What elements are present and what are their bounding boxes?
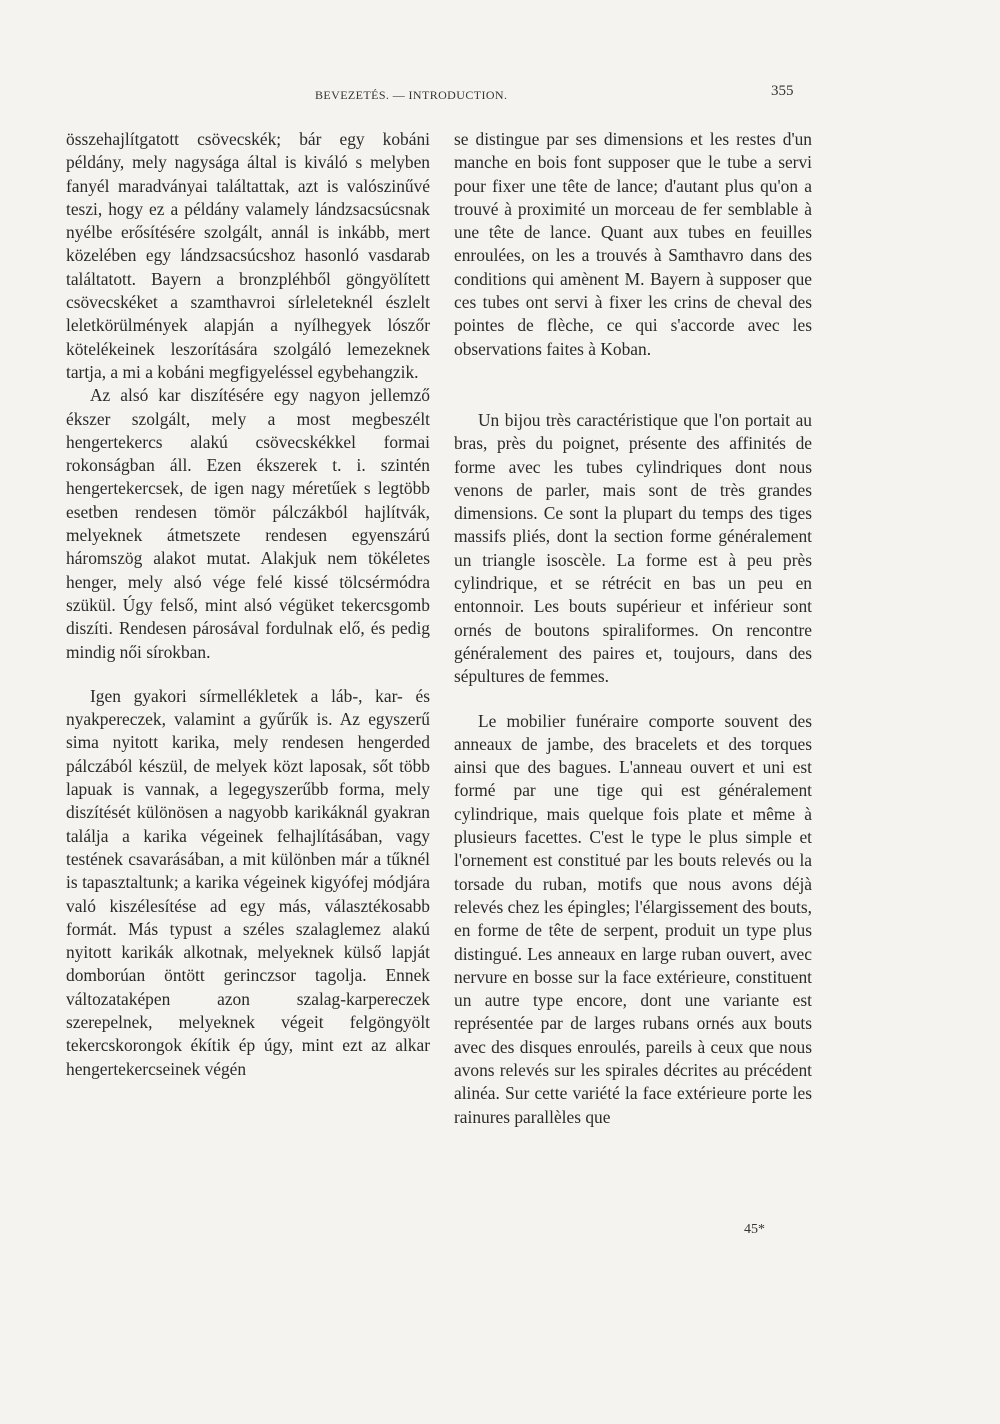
running-head: BEVEZETÉS. — INTRODUCTION.	[315, 88, 508, 102]
right-paragraph-2: Un bijou très caractéristique que l'on portait au bras, près du poignet, présente des affinités de forme avec les tubes cylindriques dont nous venons de parler, mais sont de très grandes dimensions. Ce sont la plupart du temps des tiges massifs pliés, dont la section forme généralement un triangle isoscèle. La forme est à peu près cylindrique, et se rétrécit en bas un peu en entonnoir. Les bouts supérieur et inférieur sont ornés de boutons spiraliformes. On rencontre généralement des paires et, toujours, dans des sépultures de femmes.	[454, 409, 812, 687]
left-column-hungarian	[66, 128, 430, 1081]
right-paragraph-1: se distingue par ses dimensions et les restes d'un manche en bois font supposer que le tube a servi pour fixer une tête de lance; d'autant plus qu'on a trouvé à proximité un morceau de fer semblable à une tête de lance. Quant aux tubes en feuilles enroulées, on les a trouvés à Samthavro dans des conditions qui amènent M. Bayern à supposer que ces tubes ont servi à fixer les crins de cheval des pointes de flèche, ce qui s'accorde avec les observations faites à Koban.	[454, 129, 812, 359]
left-paragraph-2: Az alsó kar diszítésére egy nagyon jellemző ékszer szolgált, mely a most megbeszélt hengertekercs alakú csövecskékkel formai rokonságban áll. Ezen ékszerek t. i. szintén hengertekercsek, de igen nagy méretűek s legtöbb esetben rendesen tömör pálczákból hajlítvák, melyeknek átmetszete rendesen egyenszárú háromszög alakot mutat. Alakjuk nem tökéletes henger, mely alsó vége felé kissé tölcsérmódra szükül. Úgy felső, mint alsó végüket tekercsgomb diszíti. Rendesen párosával fordulnak elő, és pedig mindig női sírokban.	[66, 385, 430, 662]
left-paragraph-1: összehajlítgatott csövecskék; bár egy kobáni példány, mely nagysága által is kiváló s melyben fanyél maradványai találtattak, azt is valószinűvé teszi, hogy ez a példány valamely lándzsacsúcsnak nyélbe erősítésére szolgált, annál is inkább, mert közelében egy lándzsacsúcshoz hasonló vasdarab találtatott. Bayern a bronzpléhből göngyölített csövecskéket a szamthavroi sírleleteknél észlelt leletkörülmények alapján a nyílhegyek lószőr kötelékeinek leszorítására szolgáló lemezeknek tartja, a mi a kobáni megfigyeléssel egybehangzik.	[66, 129, 430, 382]
right-column-french	[454, 128, 812, 1129]
page-number: 355	[771, 83, 794, 99]
signature-mark: 45*	[744, 1222, 765, 1237]
right-paragraph-3: Le mobilier funéraire comporte souvent des anneaux de jambe, des bracelets et des torques ainsi que des bagues. L'anneau ouvert et uni est formé par une tige qui est généralement cylindrique, mais quelque fois plate et même à plusieurs facettes. C'est le type le plus simple et l'ornement est constitué par les bouts relevés ou la torsade du ruban, motifs que nous avons déjà relevés chez les épingles; l'élargissement des bouts, en forme de tête de serpent, produit un type plus distingué. Les anneaux en large ruban ouvert, avec nervure en bosse sur la face extérieure, constituent un autre type encore, dont une variante est représentée par de larges rubans ornés aux bouts avec des disques enroulés, pareils à ceux que nous avons relevés sur les spirales décrites au précédent alinéa. Sur cette variété la face extérieure porte les rainures parallèles que	[454, 710, 812, 1127]
left-paragraph-3: Igen gyakori sírmellékletek a láb-, kar- és nyakpereczek, valamint a gyűrűk is. Az egyszerű sima nyitott karika, mely rendesen hengerded pálczából készül, de melyek közt laposak, sőt több lapuak is vannak, a legegyszerűbb forma, mely diszítését különösen a nagyobb karikáknál gyakran találja a karika végeinek felhajlításában, vagy testének csavarásában, a mit különben már a tűknél is tapasztaltunk; a karika végeinek kigyófej módjára való kiszélesítése ad egy más, választékosabb formát. Más typust a széles szalaglemez alakú nyitott karikák alkotnak, melyeknek külső lapját domborúan öntött gerinczsor tagolja. Ennek változataképen azon szalag-karpereczek szerepelnek, melyeknek végeit felgöngyölt tekercskorongok ékítik ép úgy, mint ezt az alkar hengertekercseinek végén	[66, 685, 430, 1079]
